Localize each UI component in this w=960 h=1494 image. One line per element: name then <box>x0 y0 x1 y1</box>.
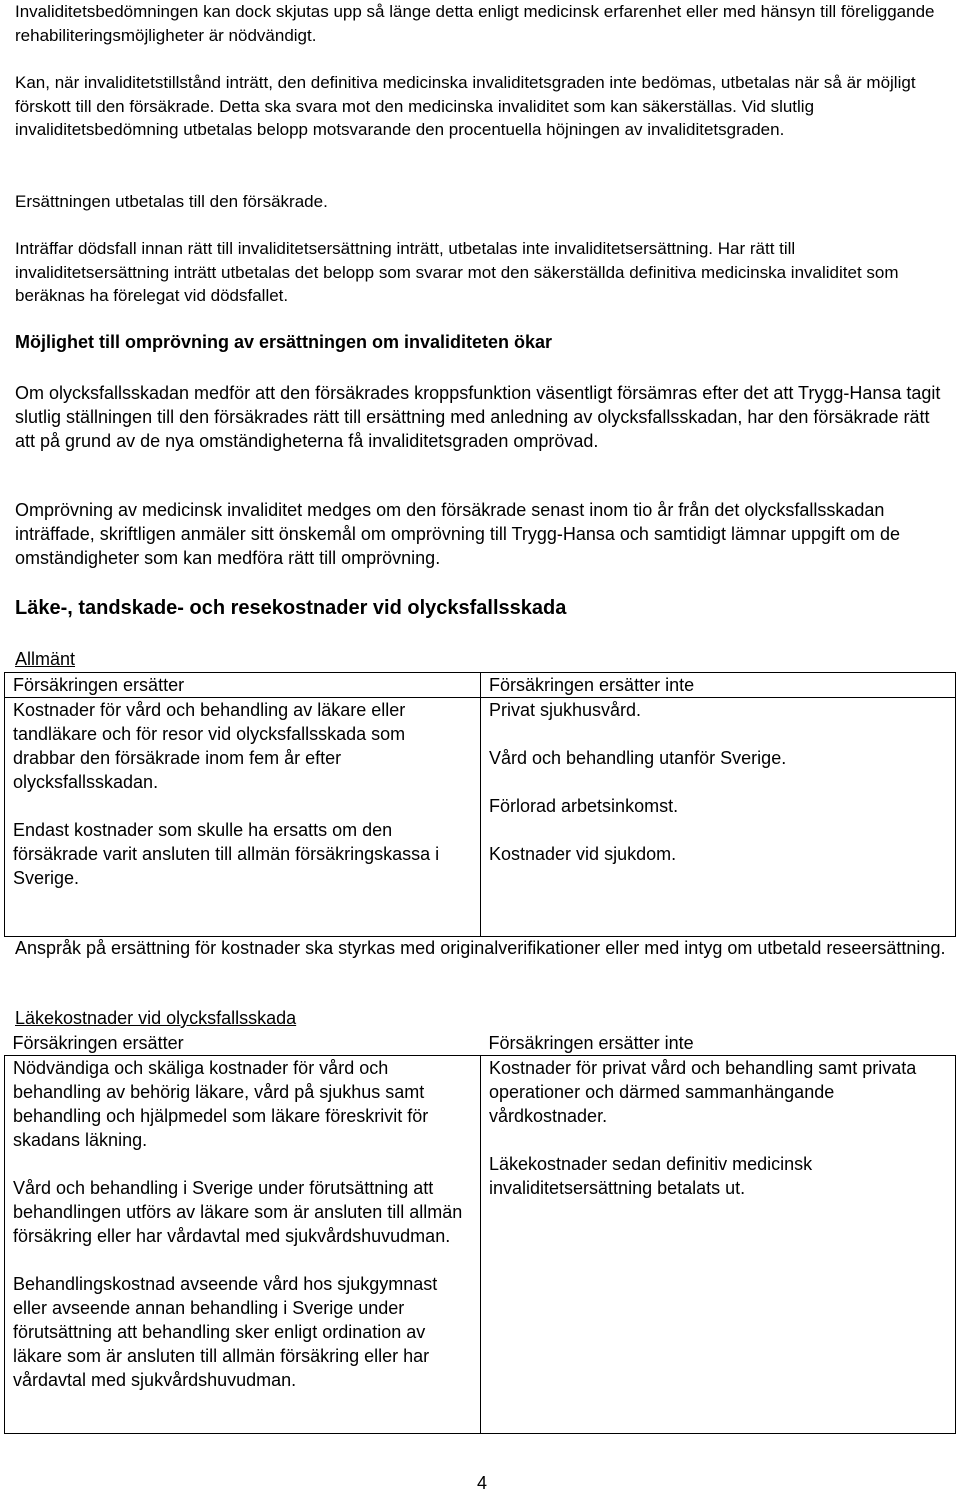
column-header-covered: Försäkringen ersätter <box>5 673 481 698</box>
paragraph-assessment-delay: Invaliditetsbedömningen kan dock skjutas upp så länge detta enligt medicinsk erfarenhet eller med hänsyn till föreliggande rehabiliteringsmöjligheter är nödvändigt. <box>15 2 935 45</box>
not-covered-item: Kostnader för privat vård och behandling samt privata operationer och därmed sammanhängande vårdkostnader. <box>489 1058 917 1126</box>
costs-section-heading: Läke-, tandskade- och resekostnader vid olycksfallsskada <box>15 597 567 619</box>
not-covered-item: Läkekostnader sedan definitiv medicinsk invaliditetsersättning betalats ut. <box>489 1154 813 1198</box>
table-row <box>5 1056 956 1434</box>
covered-item: Kostnader för vård och behandling av läkare eller tandläkare och för resor vid olycksfallsskada som drabbar den försäkrade inom fem år efter olycksfallsskadan. <box>13 700 406 792</box>
paragraph-claim-proof: Anspråk på ersättning för kostnader ska styrkas med originalverifikationer eller med intyg om utbetald reseersättning. <box>15 938 946 958</box>
paragraph-death-case: Inträffar dödsfall innan rätt till invaliditetsersättning inträtt, utbetalas inte invaliditetsersättning. Har rätt till invaliditetsersättning inträtt utbetalas det belopp som svarar mot den säkerställda definitiva medicinska invaliditet som beräknas ha förelegat vid dödsfallet. <box>15 239 899 305</box>
covered-item: Behandlingskostnad avseende vård hos sjukgymnast eller avseende annan behandling i Sverige under förutsättning att behandling sker enligt ordination av läkare som är ansluten till allmän försäkring eller har vårdavtal med sjukvårdshuvudman. <box>13 1274 438 1390</box>
column-header-not-covered: Försäkringen ersätter inte <box>488 1033 694 1053</box>
covered-item: Nödvändiga och skäliga kostnader för vård och behandling av behörig läkare, vård på sjukhus samt behandling och hjälpmedel som läkare föreskrivit för skadans läkning. <box>13 1058 429 1150</box>
column-header-covered: Försäkringen ersätter <box>12 1033 184 1053</box>
review-heading: Möjlighet till omprövning av ersättningen om invaliditeten ökar <box>15 332 553 352</box>
covered-cell <box>5 1056 481 1434</box>
not-covered-cell <box>481 698 956 937</box>
not-covered-item: Förlorad arbetsinkomst. <box>489 796 679 816</box>
not-covered-item: Privat sjukhusvård. <box>489 700 642 720</box>
table-header-row <box>5 673 956 698</box>
covered-item: Vård och behandling i Sverige under förutsättning att behandlingen utförs av läkare som är ansluten till allmän försäkring eller har vårdavtal med sjukvårdshuvudman. <box>13 1178 463 1246</box>
table-row <box>5 698 956 937</box>
general-title: Allmänt <box>15 649 76 669</box>
covered-item: Endast kostnader som skulle ha ersatts om den försäkrade varit ansluten till allmän försäkringskassa i Sverige. <box>13 820 440 888</box>
column-header-not-covered: Försäkringen ersätter inte <box>481 673 956 698</box>
paragraph-review-right: Om olycksfallsskadan medför att den försäkrades kroppsfunktion väsentligt försämras efter det att Trygg-Hansa tagit slutlig ställningen till den försäkrades rätt till ersättning med anledning av olycksfallsskadan, har den försäkrade rätt att på grund av de nya omständigheterna få invaliditetsgraden omprövad. <box>15 383 941 451</box>
not-covered-cell <box>481 1056 956 1434</box>
paragraph-advance-payment: Kan, när invaliditetstillstånd inträtt, den definitiva medicinska invaliditetsgraden inte bedömas, utbetalas när så är möjligt förskott till den försäkrade. Detta ska svara mot den medicinska invaliditet som kan säkerställas. Vid slutlig invaliditetsbedömning utbetalas belopp motsvarande den procentuella höjningen av invaliditetsgraden. <box>15 73 916 139</box>
general-coverage-table <box>4 672 956 937</box>
page-number: 4 <box>477 1473 488 1493</box>
not-covered-item: Vård och behandling utanför Sverige. <box>489 748 787 768</box>
paragraph-review-deadline: Omprövning av medicinsk invaliditet medges om den försäkrade senast inom tio år från det olycksfallsskadan inträffade, skriftligen anmäler sitt önskemål om omprövning till Trygg-Hansa och samtidigt lämnar uppgift om de omständigheter som kan medföra rätt till omprövning. <box>15 500 901 568</box>
medical-costs-title: Läkekostnader vid olycksfallsskada <box>15 1008 297 1028</box>
medical-costs-table <box>4 1031 956 1434</box>
covered-cell <box>5 698 481 937</box>
paragraph-payout-recipient: Ersättningen utbetalas till den försäkrade. <box>15 192 328 211</box>
not-covered-item: Kostnader vid sjukdom. <box>489 844 677 864</box>
table-header-row <box>5 1031 956 1056</box>
